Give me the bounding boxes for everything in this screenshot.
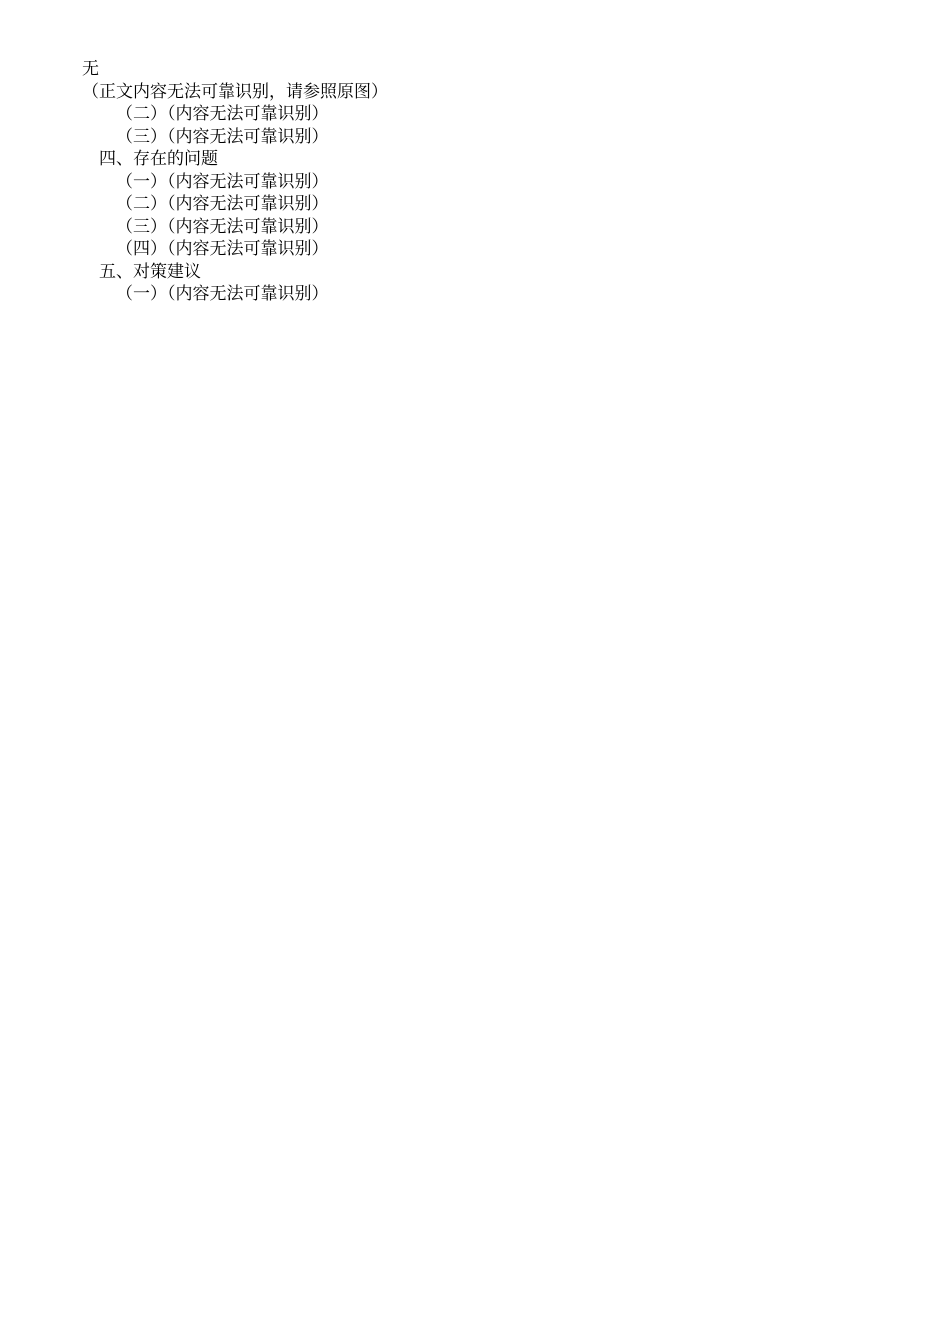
paragraph-3: （二）（内容无法可靠识别）: [116, 104, 329, 124]
paragraph-8: （四）（内容无法可靠识别）: [116, 239, 329, 259]
paragraph-7: （三）（内容无法可靠识别）: [116, 216, 329, 237]
section-heading-5: 五、对策建议: [99, 261, 201, 282]
document-page: [82, 58, 872, 306]
paragraph-4: （三）（内容无法可靠识别）: [116, 126, 329, 147]
paragraph-6: （二）（内容无法可靠识别）: [116, 194, 329, 214]
section-heading-4: 四、存在的问题: [99, 149, 218, 169]
paragraph-9: （一）（内容无法可靠识别）: [116, 284, 329, 304]
paragraph-2: （正文内容无法可靠识别，请参照原图）: [82, 81, 388, 102]
paragraph-1: 无: [82, 59, 99, 79]
paragraph-5: （一）（内容无法可靠识别）: [116, 171, 329, 192]
